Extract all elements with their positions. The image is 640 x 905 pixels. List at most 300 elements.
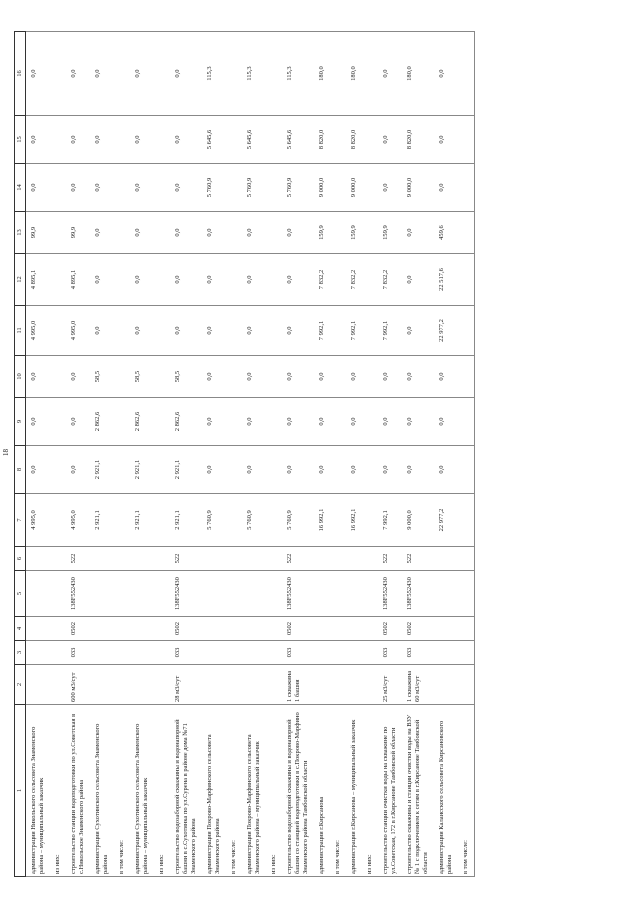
table-cell: 522 [66, 547, 90, 571]
table-row [282, 32, 314, 877]
table-row [314, 32, 330, 877]
table-cell [50, 571, 66, 617]
table-cell: 2 921,1 [130, 446, 154, 494]
table-cell: 4 995,0 [66, 494, 90, 547]
table-cell: 0,0 [282, 306, 314, 356]
table-cell [266, 32, 282, 116]
table-cell [266, 254, 282, 306]
table-cell [458, 571, 475, 617]
table-row [202, 32, 226, 877]
table-cell: 159,9 [314, 212, 330, 254]
table-cell [330, 446, 346, 494]
table-cell [226, 398, 242, 446]
table-cell: 99,9 [26, 212, 51, 254]
table-cell [26, 665, 51, 705]
table-cell: 0,0 [378, 116, 402, 164]
table-cell [154, 212, 170, 254]
table-cell: 5 760,9 [202, 494, 226, 547]
table-cell: 5 760,9 [242, 494, 266, 547]
table-cell: 4 995,0 [26, 306, 51, 356]
table-cell: 0,0 [282, 398, 314, 446]
row-name-cell: администрация Сухотинского сельсовета Знаменского района – муниципальный заказчик [130, 705, 154, 877]
table-cell [154, 254, 170, 306]
row-name-cell: в том числе: [330, 705, 346, 877]
table-cell [362, 398, 378, 446]
table-cell: 7 992,1 [346, 306, 362, 356]
table-cell [50, 32, 66, 116]
table-cell [50, 398, 66, 446]
table-cell: 8 820,0 [346, 116, 362, 164]
table-cell [314, 571, 330, 617]
table-row [362, 32, 378, 877]
table-cell: 033 [378, 641, 402, 665]
table-cell [362, 617, 378, 641]
table-cell: 0,0 [242, 306, 266, 356]
table-cell [362, 547, 378, 571]
table-cell: 0,0 [170, 164, 202, 212]
table-cell [114, 254, 130, 306]
table-cell [154, 164, 170, 212]
table-cell: 0,0 [402, 306, 434, 356]
table-cell: 2 921,1 [170, 446, 202, 494]
table-cell [154, 306, 170, 356]
table-cell: 0,0 [66, 446, 90, 494]
table-cell [226, 164, 242, 212]
table-cell: 180,0 [314, 32, 330, 116]
table-cell [458, 446, 475, 494]
table-cell [26, 547, 51, 571]
table-cell: 522 [282, 547, 314, 571]
table-cell [242, 571, 266, 617]
column-header: 15 [15, 116, 26, 164]
table-cell [458, 164, 475, 212]
table-cell: 4 895,1 [26, 254, 51, 306]
column-header: 14 [15, 164, 26, 212]
table-cell [114, 665, 130, 705]
table-cell [330, 356, 346, 398]
table-cell [346, 665, 362, 705]
table-cell: 4 895,1 [66, 254, 90, 306]
table-cell [266, 665, 282, 705]
table-row [266, 32, 282, 877]
table-cell [330, 212, 346, 254]
table-cell: 115,3 [242, 32, 266, 116]
table-row [378, 32, 402, 877]
table-cell: 5 645,6 [282, 116, 314, 164]
table-cell [50, 356, 66, 398]
table-row [170, 32, 202, 877]
table-cell: 033 [402, 641, 434, 665]
table-cell [362, 446, 378, 494]
table-cell [434, 641, 458, 665]
table-cell: 0,0 [282, 446, 314, 494]
table-cell: 138F552430 [282, 571, 314, 617]
table-cell: 1 скважина 1 башня [282, 665, 314, 705]
table-cell [458, 254, 475, 306]
table-cell [202, 641, 226, 665]
table-cell [346, 547, 362, 571]
table-cell [330, 665, 346, 705]
table-cell [458, 617, 475, 641]
table-cell: 2 862,6 [90, 398, 114, 446]
table-cell [226, 32, 242, 116]
table-cell: 138F552430 [170, 571, 202, 617]
table-cell [242, 547, 266, 571]
table-cell: 159,9 [346, 212, 362, 254]
row-name-cell: администрация г.Кирсанова [314, 705, 330, 877]
table-cell [154, 641, 170, 665]
table-cell: 2 862,6 [170, 398, 202, 446]
table-cell: 28 м3/сут [170, 665, 202, 705]
table-cell: 0,0 [66, 32, 90, 116]
table-cell: 25 м3/сут [378, 665, 402, 705]
table-cell [50, 494, 66, 547]
table-cell [50, 164, 66, 212]
table-cell [266, 398, 282, 446]
table-cell [434, 547, 458, 571]
table-cell [50, 446, 66, 494]
column-header: 2 [15, 665, 26, 705]
column-header: 11 [15, 306, 26, 356]
table-cell: 0,0 [170, 254, 202, 306]
table-cell: 7 992,1 [378, 306, 402, 356]
table-cell [330, 641, 346, 665]
row-name-cell: администрация Покрово-Марфинского сельсовета Знаменского района [202, 705, 226, 877]
table-cell: 0,0 [314, 398, 330, 446]
row-name-cell: строительство водозаборной скважины и водонапорной башни со станцией водоподготовки в с.Покрово-Марфино Знаменского района Тамбовской области [282, 705, 314, 877]
table-cell: 180,0 [402, 32, 434, 116]
table-cell: 138F552430 [66, 571, 90, 617]
table-cell: 0,0 [346, 398, 362, 446]
table-cell: 0,0 [90, 306, 114, 356]
row-name-cell: строительство станции очистки воды на скважине по ул.Советская, 172 в г.Кирсанове Тамбовской области [378, 705, 402, 877]
table-cell [154, 398, 170, 446]
column-header: 10 [15, 356, 26, 398]
table-cell: 2 921,1 [90, 494, 114, 547]
table-cell: 0,0 [282, 212, 314, 254]
table-cell [242, 665, 266, 705]
table-cell [314, 617, 330, 641]
column-header: 12 [15, 254, 26, 306]
table-cell: 033 [282, 641, 314, 665]
table-cell: 0,0 [90, 212, 114, 254]
table-cell: 0,0 [130, 164, 154, 212]
table-cell [130, 571, 154, 617]
table-row [90, 32, 114, 877]
table-cell [114, 306, 130, 356]
table-cell [362, 306, 378, 356]
table-cell: 0,0 [26, 116, 51, 164]
table-cell: 0,0 [314, 356, 330, 398]
table-cell [130, 547, 154, 571]
table-cell: 138F552430 [378, 571, 402, 617]
table-cell: 22 977,2 [434, 494, 458, 547]
table-cell: 0,0 [202, 398, 226, 446]
table-cell [114, 571, 130, 617]
table-cell: 0,0 [242, 254, 266, 306]
table-cell: 0,0 [314, 446, 330, 494]
table-cell: 4 995,0 [26, 494, 51, 547]
table-cell [266, 116, 282, 164]
table-cell: 0,0 [242, 212, 266, 254]
table-cell: 16 992,1 [314, 494, 330, 547]
table-row [346, 32, 362, 877]
table-cell: 600 м3/сут [66, 665, 90, 705]
table-cell [90, 571, 114, 617]
table-row [154, 32, 170, 877]
table-cell [266, 306, 282, 356]
table-cell: 0,0 [90, 254, 114, 306]
table-cell [26, 641, 51, 665]
table-cell: 5 645,6 [242, 116, 266, 164]
table-row [402, 32, 434, 877]
table-cell [114, 212, 130, 254]
table-cell [266, 164, 282, 212]
table-cell [226, 212, 242, 254]
table-cell: 0,0 [434, 32, 458, 116]
table-cell [114, 547, 130, 571]
table-cell [266, 494, 282, 547]
row-name-cell: строительство станции водоподготовки по ул.Советская в с.Никольское Знаменского района [66, 705, 90, 877]
table-cell [266, 571, 282, 617]
table-cell [458, 494, 475, 547]
table-cell: 0,0 [402, 446, 434, 494]
table-cell: 0,0 [434, 116, 458, 164]
table-cell: 2 862,6 [130, 398, 154, 446]
table-cell [226, 641, 242, 665]
table-cell [330, 571, 346, 617]
table-cell [154, 547, 170, 571]
table-cell [226, 446, 242, 494]
row-name-cell: администрация Никольского сельсовета Знаменского района – муниципальный заказчик [26, 705, 51, 877]
table-row [130, 32, 154, 877]
row-name-cell: администрация Калаисского сельсовета Кирсановского района [434, 705, 458, 877]
table-cell [242, 641, 266, 665]
column-header: 7 [15, 494, 26, 547]
table-cell: 0,0 [202, 446, 226, 494]
table-cell [114, 494, 130, 547]
table-row [242, 32, 266, 877]
table-cell [202, 665, 226, 705]
table-cell [90, 665, 114, 705]
row-name-cell: строительство скважины и станции очистки воды на ВЗУ № 1 с подключением к сетям в г.Кирсанове Тамбовской области [402, 705, 434, 877]
column-header-row [15, 32, 26, 877]
table-body [26, 32, 475, 877]
column-header: 5 [15, 571, 26, 617]
table-cell [90, 641, 114, 665]
table-cell: 0,0 [202, 356, 226, 398]
table-cell: 58,5 [130, 356, 154, 398]
table-cell: 22 517,6 [434, 254, 458, 306]
table-cell: 7 832,2 [378, 254, 402, 306]
table-cell: 9 000,0 [402, 494, 434, 547]
table-cell: 0,0 [378, 164, 402, 212]
table-cell: 0502 [282, 617, 314, 641]
column-header: 1 [15, 705, 26, 877]
table-cell [226, 494, 242, 547]
table-cell: 0,0 [434, 356, 458, 398]
table-cell: 0,0 [242, 398, 266, 446]
column-header: 9 [15, 398, 26, 446]
table-cell: 0,0 [378, 446, 402, 494]
table-cell [226, 617, 242, 641]
table-cell [50, 617, 66, 641]
table-cell [114, 446, 130, 494]
table-cell: 58,5 [170, 356, 202, 398]
table-cell [50, 665, 66, 705]
table-cell: 115,3 [282, 32, 314, 116]
table-cell [202, 547, 226, 571]
table-cell: 2 921,1 [170, 494, 202, 547]
table-cell [26, 617, 51, 641]
table-cell [202, 571, 226, 617]
row-name-cell: из них: [50, 705, 66, 877]
table-cell: 0,0 [346, 356, 362, 398]
column-header: 13 [15, 212, 26, 254]
table-cell [434, 571, 458, 617]
table-cell: 0,0 [402, 254, 434, 306]
table-cell: 522 [402, 547, 434, 571]
table-cell: 0,0 [170, 116, 202, 164]
table-cell: 0,0 [434, 164, 458, 212]
table-cell [266, 641, 282, 665]
column-header: 8 [15, 446, 26, 494]
table-cell [266, 212, 282, 254]
table-cell [50, 547, 66, 571]
row-name-cell: строительство водозаборной скважины и водонапорной башни в с.Сухотинка по ул.Сурена в районе дома №71 Знаменского района [170, 705, 202, 877]
table-cell [458, 212, 475, 254]
table-cell [226, 116, 242, 164]
table-cell: 0,0 [66, 164, 90, 212]
table-cell: 5 760,9 [282, 164, 314, 212]
table-cell [330, 547, 346, 571]
table-cell [458, 306, 475, 356]
table-cell: 58,5 [90, 356, 114, 398]
table-cell [50, 306, 66, 356]
table-cell [458, 116, 475, 164]
table-cell: 138F552430 [402, 571, 434, 617]
table-cell [154, 446, 170, 494]
table-cell: 115,3 [202, 32, 226, 116]
table-cell [362, 494, 378, 547]
table-cell [434, 617, 458, 641]
row-name-cell: в том числе: [114, 705, 130, 877]
table-cell: 0,0 [90, 32, 114, 116]
row-name-cell: из них: [154, 705, 170, 877]
table-cell: 0,0 [202, 306, 226, 356]
table-cell: 4 995,0 [66, 306, 90, 356]
table-cell [314, 665, 330, 705]
table-cell [346, 571, 362, 617]
table-cell: 0,0 [378, 32, 402, 116]
table-cell [458, 398, 475, 446]
table-cell: 0502 [66, 617, 90, 641]
table-cell [154, 617, 170, 641]
table-cell [458, 356, 475, 398]
table-cell: 7 992,1 [314, 306, 330, 356]
table-cell [330, 306, 346, 356]
table-cell: 0,0 [130, 212, 154, 254]
table-cell [362, 164, 378, 212]
table-cell [330, 494, 346, 547]
column-header: 16 [15, 32, 26, 116]
table-row [114, 32, 130, 877]
table-cell: 0,0 [378, 398, 402, 446]
table-cell [330, 32, 346, 116]
table-cell [154, 494, 170, 547]
table-row [226, 32, 242, 877]
table-cell: 0,0 [170, 212, 202, 254]
table-cell: 7 992,1 [378, 494, 402, 547]
table-cell: 9 000,0 [314, 164, 330, 212]
table-cell [130, 641, 154, 665]
page-number: 18 [2, 449, 10, 456]
table-cell: 0,0 [26, 356, 51, 398]
table-cell [458, 665, 475, 705]
table-cell [362, 254, 378, 306]
table-cell: 0,0 [26, 164, 51, 212]
table-cell: 0502 [378, 617, 402, 641]
table-cell [330, 116, 346, 164]
row-name-cell: в том числе: [226, 705, 242, 877]
table-cell [114, 164, 130, 212]
table-cell [362, 571, 378, 617]
table-cell: 159,9 [378, 212, 402, 254]
table-cell: 5 645,6 [202, 116, 226, 164]
table-cell [154, 665, 170, 705]
table-row [26, 32, 51, 877]
table-cell [26, 571, 51, 617]
table-cell [330, 617, 346, 641]
row-name-cell: администрация Покрово-Марфинского сельсовета Знаменского района – муниципальный заказчик [242, 705, 266, 877]
table-cell [242, 617, 266, 641]
table-cell [114, 116, 130, 164]
table-cell [266, 356, 282, 398]
table-cell [114, 641, 130, 665]
table-cell: 0,0 [90, 116, 114, 164]
table-cell [314, 641, 330, 665]
row-name-cell: администрация г.Кирсанова – муниципальный заказчик [346, 705, 362, 877]
table-cell: 0,0 [66, 356, 90, 398]
table-row [66, 32, 90, 877]
program-table [14, 31, 475, 877]
table-cell [330, 254, 346, 306]
table-cell [154, 571, 170, 617]
table-cell: 0,0 [130, 32, 154, 116]
table-cell [458, 32, 475, 116]
table-cell: 459,6 [434, 212, 458, 254]
table-cell [226, 356, 242, 398]
table-cell [362, 356, 378, 398]
column-header: 6 [15, 547, 26, 571]
table-cell [154, 356, 170, 398]
table-row [458, 32, 475, 877]
table-cell [362, 212, 378, 254]
table-cell: 0502 [402, 617, 434, 641]
table-cell: 0,0 [202, 254, 226, 306]
table-cell [226, 571, 242, 617]
table-cell: 2 921,1 [130, 494, 154, 547]
table-cell: 0,0 [402, 212, 434, 254]
table-cell: 0,0 [66, 116, 90, 164]
table-cell [50, 641, 66, 665]
table-cell: 0,0 [66, 398, 90, 446]
table-cell: 0,0 [26, 446, 51, 494]
row-name-cell: из них: [266, 705, 282, 877]
table-cell: 0,0 [170, 306, 202, 356]
table-cell [434, 665, 458, 705]
column-header: 3 [15, 641, 26, 665]
